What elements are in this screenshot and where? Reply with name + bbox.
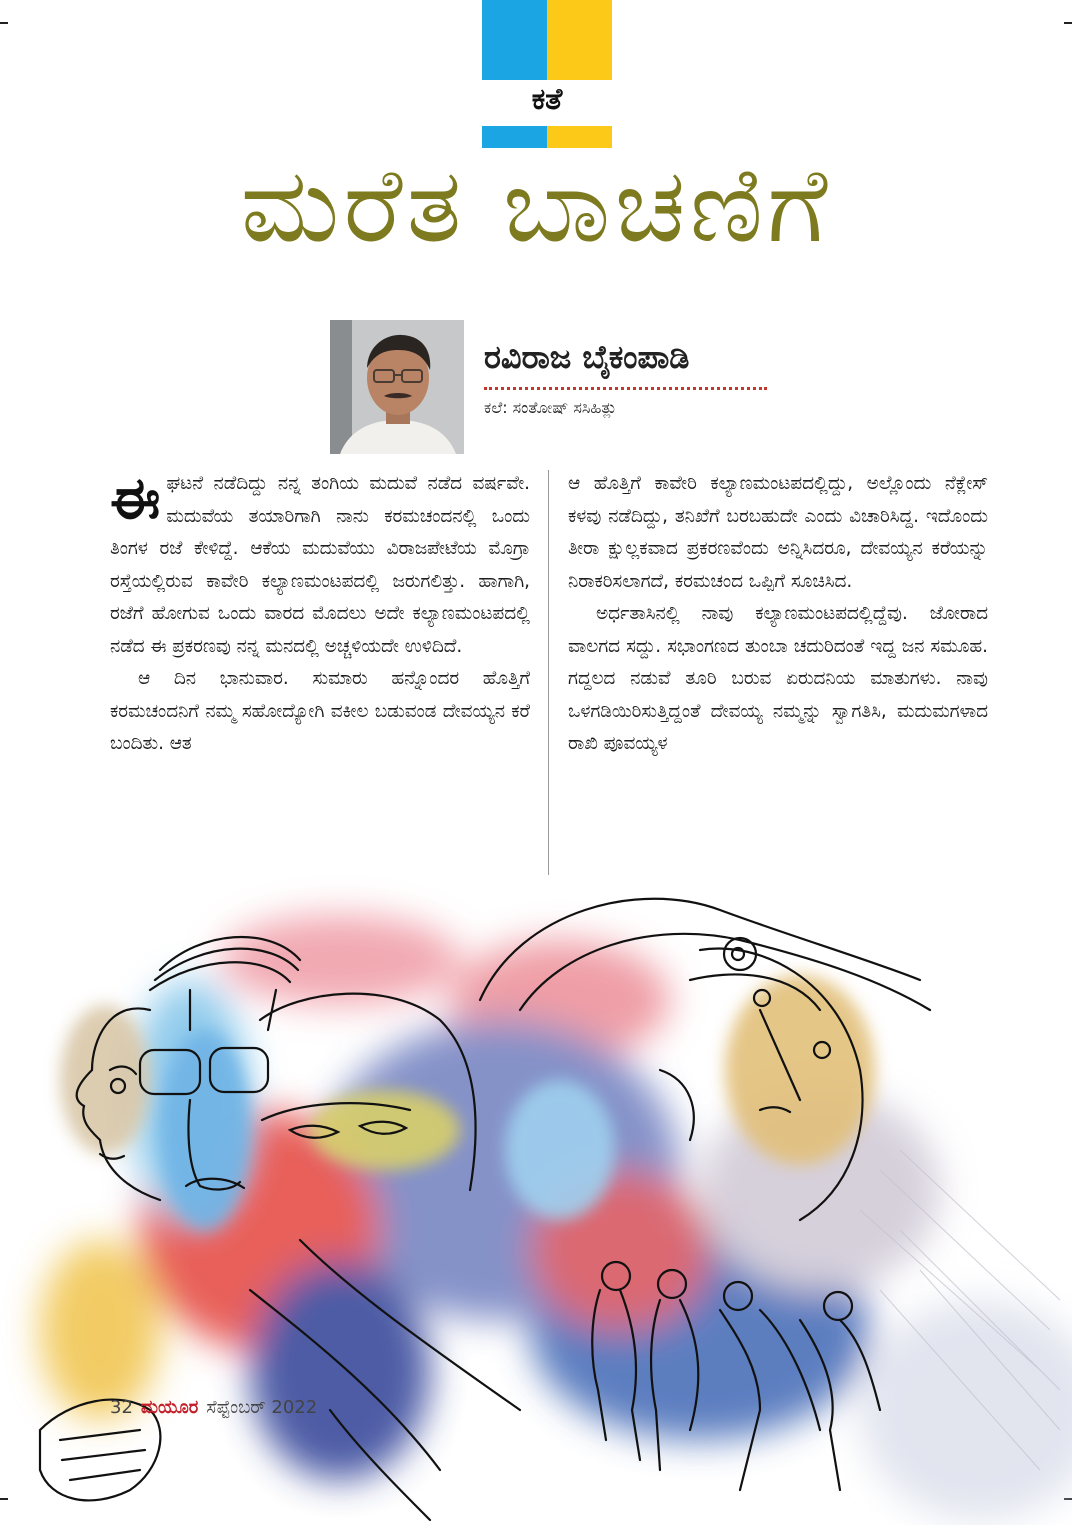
dotted-divider xyxy=(484,387,767,390)
illustration-credit: ಕಲೆ: ಸಂತೋಷ್ ಸಸಿಹಿತ್ಲು xyxy=(484,398,617,417)
section-label: ಕತೆ xyxy=(531,82,563,117)
body-column-right xyxy=(568,468,988,761)
story-title: ಮರೆತ ಬಾಚಣಿಗೆ xyxy=(240,144,832,266)
paragraph xyxy=(110,464,530,663)
dropcap: ಈ xyxy=(110,464,161,532)
paragraph: ಆ ದಿನ ಭಾನುವಾರ. ಸುಮಾರು ಹನ್ನೊಂದರ ಹೊತ್ತಿಗೆ ಕರಮಚಂದನಿಗೆ ನಮ್ಮ ಸಹೋದ್ಯೋಗಿ ವಕೀಲ ಬಡುವಂಡ ದೇವಯ್ಯನ ಕರೆ ಬಂದಿತು. ಆತ xyxy=(110,668,530,754)
body-column-left xyxy=(110,464,530,761)
page-footer xyxy=(110,1397,317,1418)
crop-mark xyxy=(1064,22,1072,24)
page-number: 32 xyxy=(110,1397,133,1418)
magazine-name: ಮಯೂರ xyxy=(140,1397,199,1418)
author-name: ರವಿರಾಜ ಬೈಕಂಪಾಡಿ xyxy=(484,338,690,376)
issue-date: ಸೆಪ್ಟೆಂಬರ್ 2022 xyxy=(206,1397,318,1418)
story-illustration xyxy=(0,870,1072,1525)
crop-mark xyxy=(0,22,8,24)
column-divider xyxy=(548,470,549,875)
paragraph: ಅರ್ಧತಾಸಿನಲ್ಲಿ ನಾವು ಕಲ್ಯಾಣಮಂಟಪದಲ್ಲಿದ್ದೆವು. ಜೋರಾದ ವಾಲಗದ ಸದ್ದು. ಸಭಾಂಗಣದ ತುಂಬಾ ಚದುರಿದಂತೆ ಇದ್ದ ಜನ ಸಮೂಹ. ಗದ್ದಲದ ನಡುವೆ ತೂರಿ ಬರುವ ಏರುದನಿಯ ಮಾತುಗಳು. ನಾವು ಒಳಗಡಿಯಿರಿಸುತ್ತಿದ್ದಂತೆ ದೇವಯ್ಯ ನಮ್ಮನ್ನು ಸ್ವಾಗತಿಸಿ, ಮದುಮಗಳಾದ ರಾಖಿ ಪೂವಯ್ಯಳ xyxy=(568,603,988,754)
paragraph: ಆ ಹೊತ್ತಿಗೆ ಕಾವೇರಿ ಕಲ್ಯಾಣಮಂಟಪದಲ್ಲಿದ್ದು, ಅಲ್ಲೊಂದು ನೆಕ್ಲೇಸ್ ಕಳವು ನಡೆದಿದ್ದು, ತನಿಖೆಗೆ ಬರಬಹುದೇ ಎಂದು ವಿಚಾರಿಸಿದ್ದ. ಇದೊಂದು ತೀರಾ ಕ್ಷುಲ್ಲಕವಾದ ಪ್ರಕರಣವೆಂದು ಅನ್ನಿಸಿದರೂ, ದೇವಯ್ಯನ ಕರೆಯನ್ನು ನಿರಾಕರಿಸಲಾಗದೆ, ಕರಮಚಂದ ಒಪ್ಪಿಗೆ ಸೂಚಿಸಿದ. xyxy=(568,473,988,592)
section-badge-top xyxy=(482,0,612,80)
paragraph-text: ಘಟನೆ ನಡೆದಿದ್ದು ನನ್ನ ತಂಗಿಯ ಮದುವೆ ನಡೆದ ವರ್ಷವೇ. ಮದುವೆಯ ತಯಾರಿಗಾಗಿ ನಾನು ಕರಮಚಂದನಲ್ಲಿ ಒಂದು ತಿಂಗಳ ರಜೆ ಕೇಳಿದ್ದೆ. ಆಕೆಯ ಮದುವೆಯು ವಿರಾಜಪೇಟೆಯ ಮೊಗ್ರಾ ರಸ್ತೆಯಲ್ಲಿರುವ ಕಾವೇರಿ ಕಲ್ಯಾಣಮಂಟಪದಲ್ಲಿ ಜರುಗಲಿತ್ತು. ಹಾಗಾಗಿ, ರಜೆಗೆ ಹೋಗುವ ಒಂದು ವಾರದ ಮೊದಲು ಅದೇ ಕಲ್ಯಾಣಮಂಟಪದಲ್ಲಿ ನಡೆದ ಈ ಪ್ರಕರಣವು ನನ್ನ ಮನದಲ್ಲಿ ಅಚ್ಚಳಿಯದೇ ಉಳಿದಿದೆ. xyxy=(110,473,530,657)
author-photo xyxy=(330,320,464,454)
